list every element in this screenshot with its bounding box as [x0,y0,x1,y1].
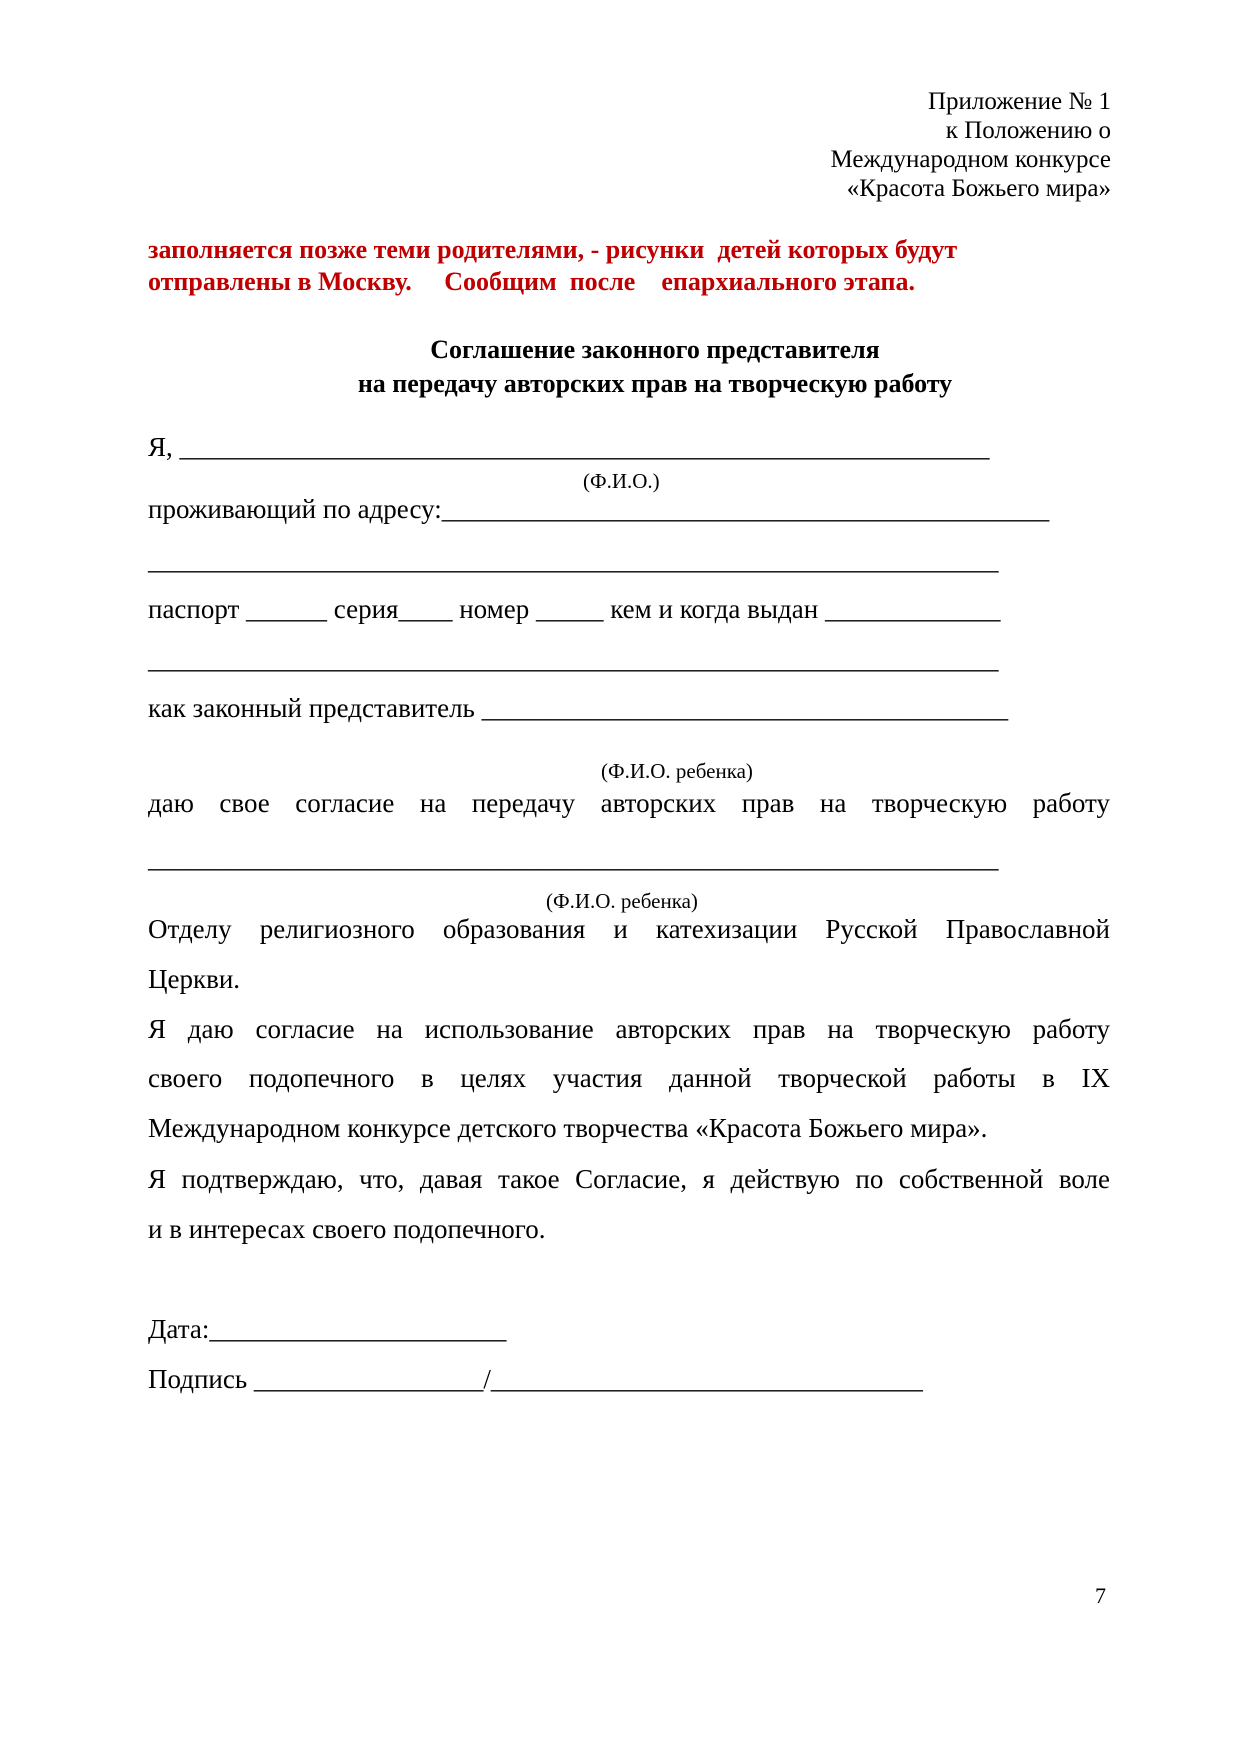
paragraph-2-line-1: Я даю согласие на использование авторских прав на творческую работу [148,1014,1110,1044]
appendix-number: Приложение № 1 [927,88,1111,115]
address-field-line-2: _______________________________________________________________ [148,545,999,575]
paragraph-3-line-2: и в интересах своего подопечного. [148,1214,546,1244]
appendix-contest-name: «Красота Божьего мира» [846,175,1111,202]
child-fio-caption-2: (Ф.И.О. ребенка) [546,889,698,913]
passport-field-line: паспорт ______ серия____ номер _____ кем и когда выдан _____________ [148,594,1001,624]
notice-line-1: заполняется позже теми родителями, - рисунки детей которых будут [148,235,958,264]
date-field-line: Дата:______________________ [148,1314,507,1344]
paragraph-1-line-2: Церкви. [148,964,241,994]
paragraph-3-line-1: Я подтверждаю, что, давая такое Согласие, я действую по собственной воле [148,1164,1110,1194]
notice-line-2: отправлены в Москву. Сообщим после епархиального этапа. [148,267,915,296]
appendix-reference: к Положению о [945,117,1111,144]
consent-line: даю свое согласие на передачу авторских прав на творческую работу [148,788,1110,818]
paragraph-1-line-1: Отделу религиозного образования и катехизации Русской Православной [148,914,1110,944]
document-title-line-2: на передачу авторских прав на творческую работу [357,369,953,398]
work-field-line: _______________________________________________________________ [148,843,999,873]
document-title-line-1: Соглашение законного представителя [430,335,880,364]
address-field-line: проживающий по адресу:_____________________________________________ [148,494,1050,524]
fio-field-line: Я, ____________________________________________________________ [148,432,990,462]
child-fio-caption-1: (Ф.И.О. ребенка) [601,759,753,783]
representative-field-line: как законный представитель _______________________________________ [148,693,1009,723]
page-number: 7 [1095,1583,1106,1608]
paragraph-2-line-3: Международном конкурсе детского творчества «Красота Божьего мира». [148,1113,988,1143]
fio-caption: (Ф.И.О.) [583,469,660,493]
passport-field-line-2: _______________________________________________________________ [148,644,999,674]
signature-field-line: Подпись _________________/________________________________ [148,1364,923,1394]
appendix-contest: Международном конкурсе [830,146,1111,173]
paragraph-2-line-2: своего подопечного в целях участия данной творческой работы в IX [148,1063,1110,1093]
